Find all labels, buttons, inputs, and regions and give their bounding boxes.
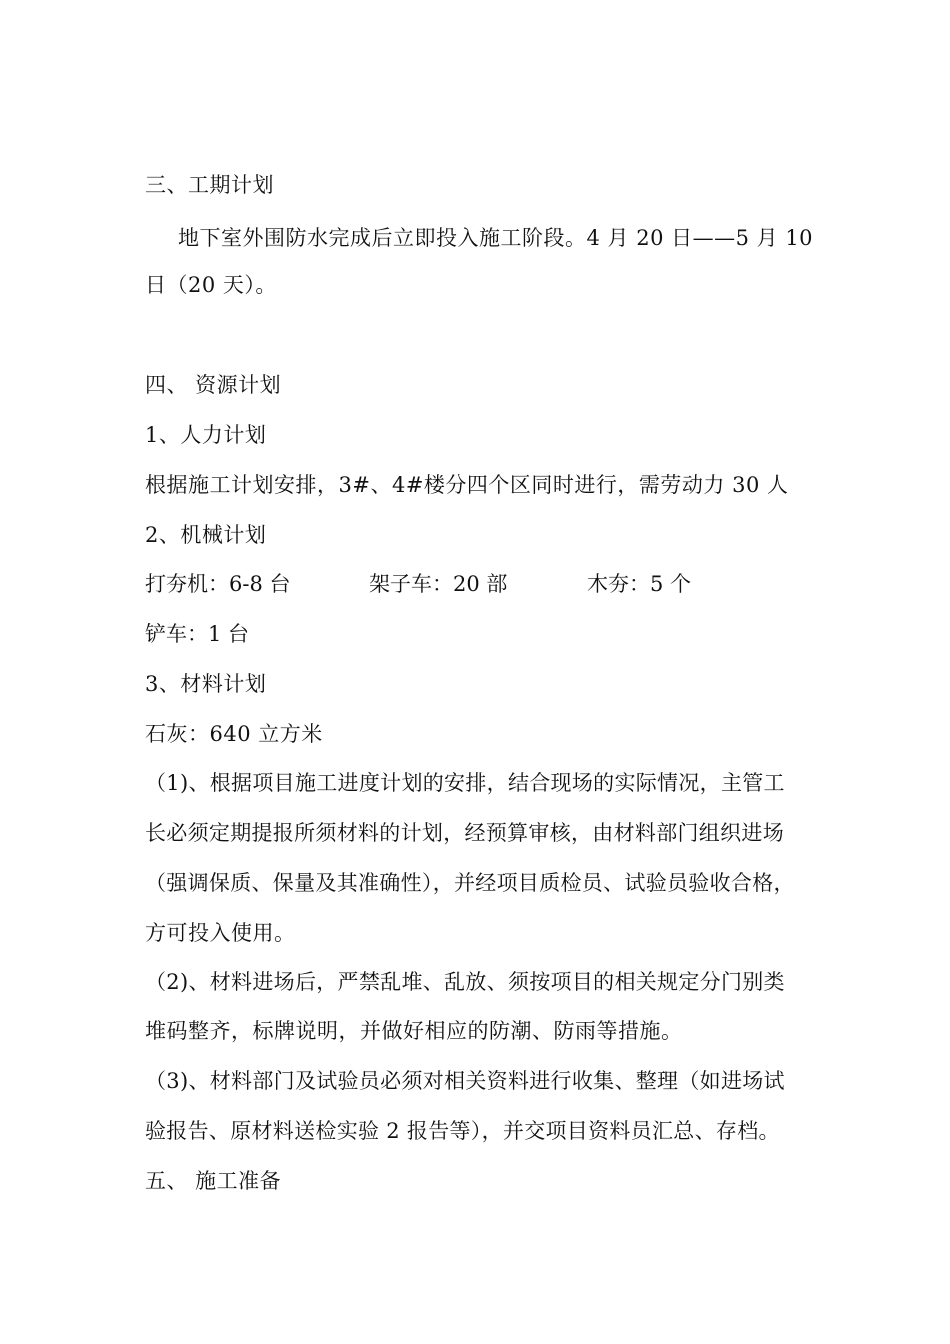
machine-loader: 铲车：1 台	[145, 622, 250, 646]
section3-paragraph-line2: 日（20 天）。	[145, 273, 277, 297]
material-item3-line1: （3)、材料部门及试验员必须对相关资料进行收集、整理（如进场试	[145, 1069, 785, 1093]
materials-heading: 3、材料计划	[145, 672, 267, 696]
manpower-text: 根据施工计划安排，3#、4#楼分四个区同时进行，需劳动力 30 人	[145, 473, 789, 497]
material-item2-line1: （2)、材料进场后，严禁乱堆、乱放、须按项目的相关规定分门别类	[145, 970, 785, 994]
material-item1-line1: （1)、根据项目施工进度计划的安排，结合现场的实际情况，主管工	[145, 771, 785, 795]
material-item1-line4: 方可投入使用。	[145, 921, 296, 945]
material-lime: 石灰：640 立方米	[145, 722, 323, 746]
section5-heading: 五、 施工准备	[145, 1169, 282, 1193]
section4-heading: 四、 资源计划	[145, 373, 282, 397]
machine-cart: 架子车：20 部	[369, 572, 508, 596]
material-item1-line3: （强调保质、保量及其准确性），并经项目质检员、试验员验收合格，	[145, 871, 795, 895]
machine-tamper: 打夯机：6-8 台	[145, 572, 291, 596]
material-item2-line2: 堆码整齐，标牌说明，并做好相应的防潮、防雨等措施。	[145, 1019, 683, 1043]
material-item3-line2: 验报告、原材料送检实验 2 报告等），并交项目资料员汇总、存档。	[145, 1119, 780, 1143]
section3-heading: 三、工期计划	[145, 173, 274, 197]
section3-paragraph-line1: 地下室外围防水完成后立即投入施工阶段。4 月 20 日——5 月 10	[178, 226, 814, 250]
material-item1-line2: 长必须定期提报所须材料的计划，经预算审核，由材料部门组织进场	[145, 821, 784, 845]
manpower-heading: 1、人力计划	[145, 423, 267, 447]
machine-wood-rammer: 木夯：5 个	[587, 572, 692, 596]
machinery-heading: 2、机械计划	[145, 523, 267, 547]
